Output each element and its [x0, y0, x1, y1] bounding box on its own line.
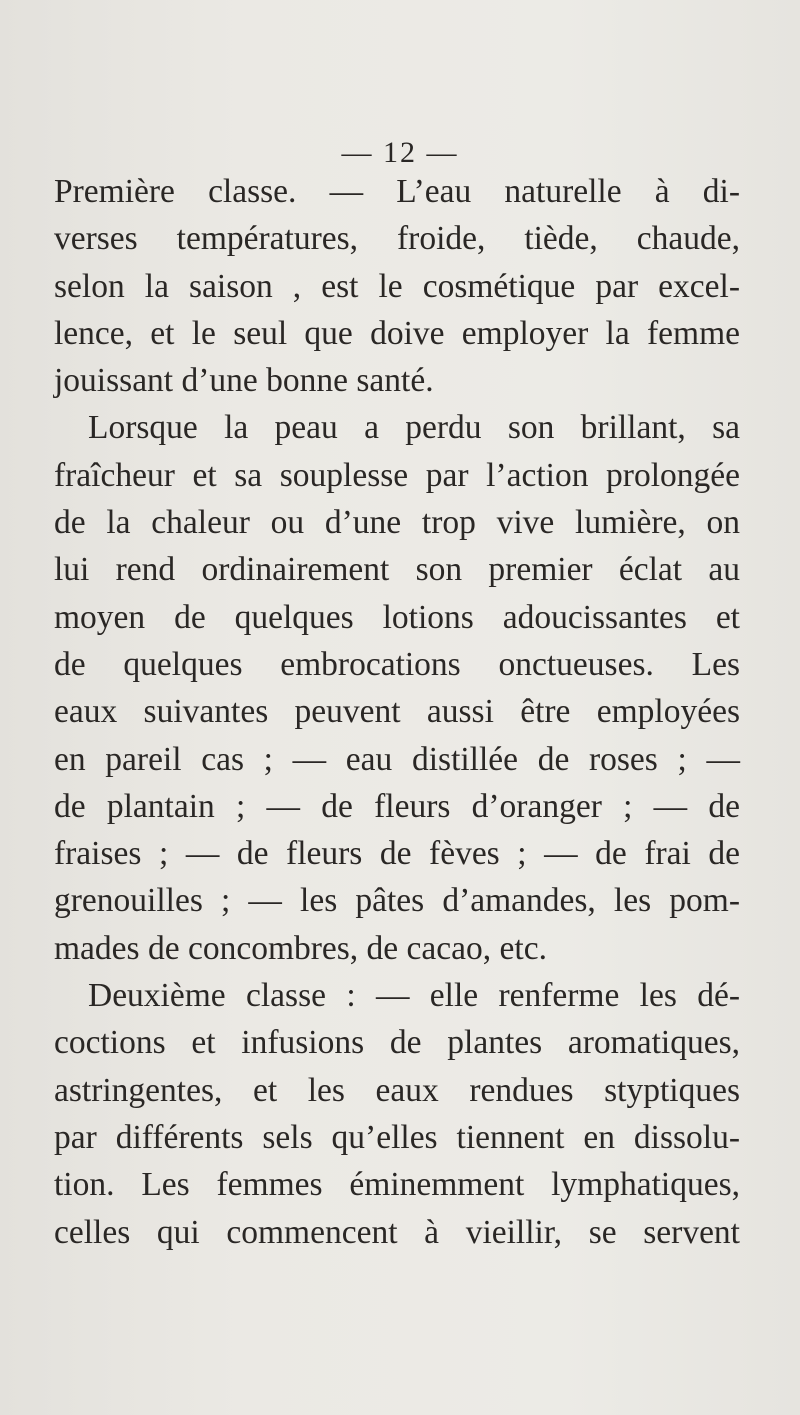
text-line-11: de quelques embrocations onctueuses. Les: [54, 645, 740, 683]
text-line-19: coctions et infusions de plantes aromatiques,: [54, 1024, 740, 1062]
text-line-17: mades de concombres, de cacao, etc.: [54, 929, 547, 967]
page-number: — 12 —: [341, 136, 459, 169]
text-line-12: eaux suivantes peuvent aussi être employées: [54, 693, 740, 731]
text-line-20: astringentes, et les eaux rendues styptiques: [54, 1071, 740, 1109]
text-line-13: en pareil cas ; — eau distillée de roses ; —: [54, 740, 740, 778]
text-line-16: grenouilles ; — les pâtes d’amandes, les pom-: [54, 882, 740, 920]
text-line-3: selon la saison , est le cosmétique par excel-: [54, 267, 740, 305]
text-line-7: fraîcheur et sa souplesse par l’action prolongée: [54, 456, 740, 494]
text-line-15: fraises ; — de fleurs de fèves ; — de frai de: [54, 835, 740, 873]
text-line-1: Première classe. — L’eau naturelle à di-: [54, 173, 740, 210]
text-line-5: jouissant d’une bonne santé.: [54, 362, 434, 400]
text-line-4: lence, et le seul que doive employer la femme: [54, 314, 740, 352]
body-text: [54, 168, 740, 1256]
text-line-10: moyen de quelques lotions adoucissantes et: [54, 598, 740, 636]
text-line-23: celles qui commencent à vieillir, se servent: [54, 1213, 740, 1251]
text-line-22: tion. Les femmes éminemment lymphatiques,: [54, 1166, 740, 1204]
text-line-21: par différents sels qu’elles tiennent en dissolu-: [54, 1118, 740, 1156]
text-line-14: de plantain ; — de fleurs d’oranger ; — de: [54, 787, 740, 825]
text-line-8: de la chaleur ou d’une trop vive lumière, on: [54, 504, 740, 542]
text-line-2: verses températures, froide, tiède, chaude,: [54, 220, 740, 258]
text-line-18: Deuxième classe : — elle renferme les dé-: [88, 977, 740, 1015]
text-line-6: Lorsque la peau a perdu son brillant, sa: [88, 409, 740, 447]
text-line-9: lui rend ordinairement son premier éclat au: [54, 551, 740, 589]
